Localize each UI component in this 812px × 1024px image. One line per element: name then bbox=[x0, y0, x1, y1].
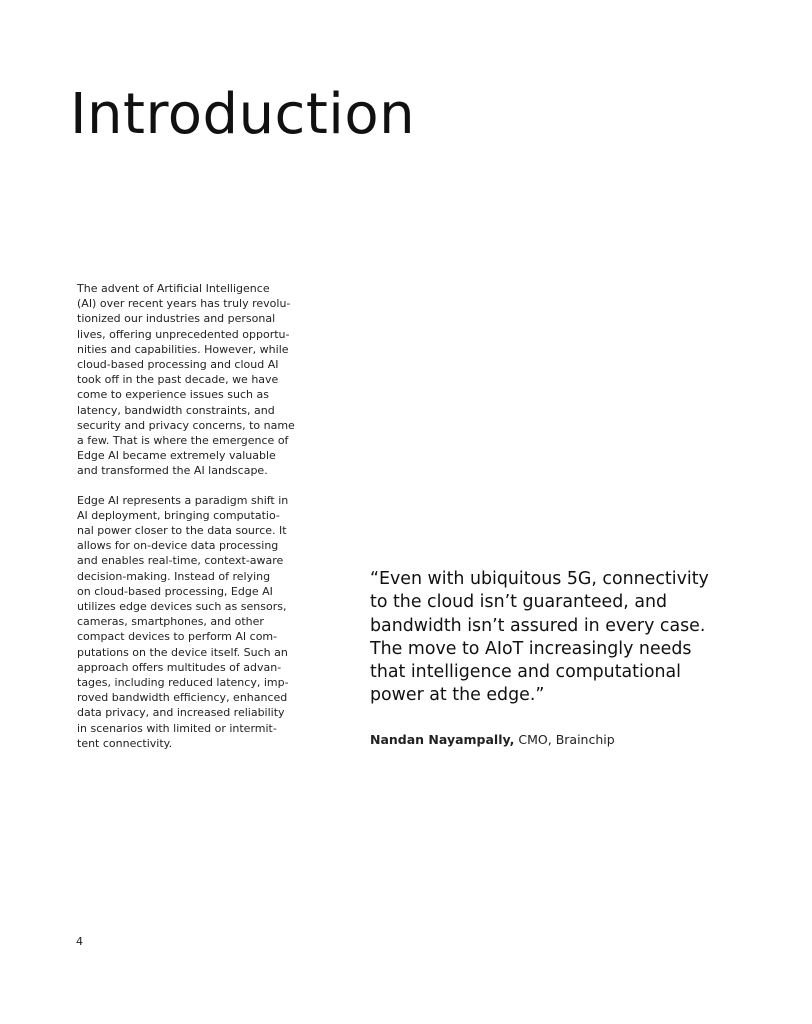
page-number: 4 bbox=[76, 935, 83, 948]
paragraph-line: nal power closer to the data source. It bbox=[77, 524, 287, 538]
quote-line: to the cloud isn’t guaranteed, and bbox=[370, 592, 668, 613]
paragraph-line: tent connectivity. bbox=[77, 736, 173, 750]
intro-paragraph-2 bbox=[77, 493, 289, 751]
paragraph-line: come to experience issues such as bbox=[77, 388, 269, 402]
paragraph-line: approach offers multitudes of advan- bbox=[77, 660, 282, 674]
paragraph-line: latency, bandwidth constraints, and bbox=[77, 403, 275, 417]
paragraph-line: cameras, smartphones, and other bbox=[77, 615, 264, 629]
paragraph-line: The advent of Artificial Intelligence bbox=[77, 282, 270, 295]
paragraph-line: utilizes edge devices such as sensors, bbox=[77, 600, 287, 614]
paragraph-line: lives, offering unprecedented opportu- bbox=[77, 327, 290, 341]
paragraph-line: in scenarios with limited or intermit- bbox=[77, 721, 277, 735]
paragraph-line: decision-making. Instead of relying bbox=[77, 569, 271, 583]
paragraph-line: a few. That is where the emergence of bbox=[77, 434, 289, 448]
quote-line: “Even with ubiquitous 5G, connectivity bbox=[370, 569, 709, 589]
quote-author-role: CMO, Brainchip bbox=[514, 731, 615, 747]
quote-attribution bbox=[370, 732, 730, 748]
body-text-column bbox=[77, 281, 295, 751]
paragraph-line: data privacy, and increased reliability bbox=[77, 706, 285, 720]
paragraph-line: putations on the device itself. Such an bbox=[77, 645, 288, 659]
paragraph-line: tionized our industries and personal bbox=[77, 312, 276, 326]
paragraph-line: AI deployment, bringing computatio- bbox=[77, 508, 280, 522]
pull-quote bbox=[370, 568, 730, 748]
quote-text bbox=[370, 568, 730, 708]
paragraph-line: allows for on-device data processing bbox=[77, 539, 279, 553]
quote-line: The move to AIoT increasingly needs bbox=[370, 638, 692, 659]
paragraph-line: and enables real-time, context-aware bbox=[77, 554, 284, 568]
paragraph-line: and transformed the AI landscape. bbox=[77, 464, 268, 478]
paragraph-line: security and privacy concerns, to name bbox=[77, 418, 295, 432]
intro-paragraph-1 bbox=[77, 281, 295, 479]
quote-line: bandwidth isn’t assured in every case. bbox=[370, 615, 706, 636]
quote-author-name: Nandan Nayampally, bbox=[370, 731, 515, 747]
paragraph-line: on cloud-based processing, Edge AI bbox=[77, 584, 273, 598]
paragraph-line: Edge AI represents a paradigm shift in bbox=[77, 493, 289, 507]
quote-line: power at the edge.” bbox=[370, 685, 545, 706]
paragraph-line: compact devices to perform AI com- bbox=[77, 630, 278, 644]
paragraph-line: took off in the past decade, we have bbox=[77, 373, 279, 387]
paragraph-line: cloud-based processing and cloud AI bbox=[77, 358, 279, 372]
quote-line: that intelligence and computational bbox=[370, 662, 681, 683]
paragraph-line: Edge AI became extremely valuable bbox=[77, 449, 276, 463]
paragraph-line: nities and capabilities. However, while bbox=[77, 342, 289, 356]
paragraph-line: roved bandwidth efficiency, enhanced bbox=[77, 691, 288, 705]
paragraph-line: (AI) over recent years has truly revolu- bbox=[77, 297, 291, 311]
page-title: Introduction bbox=[70, 82, 416, 147]
paragraph-line: tages, including reduced latency, imp- bbox=[77, 676, 289, 690]
